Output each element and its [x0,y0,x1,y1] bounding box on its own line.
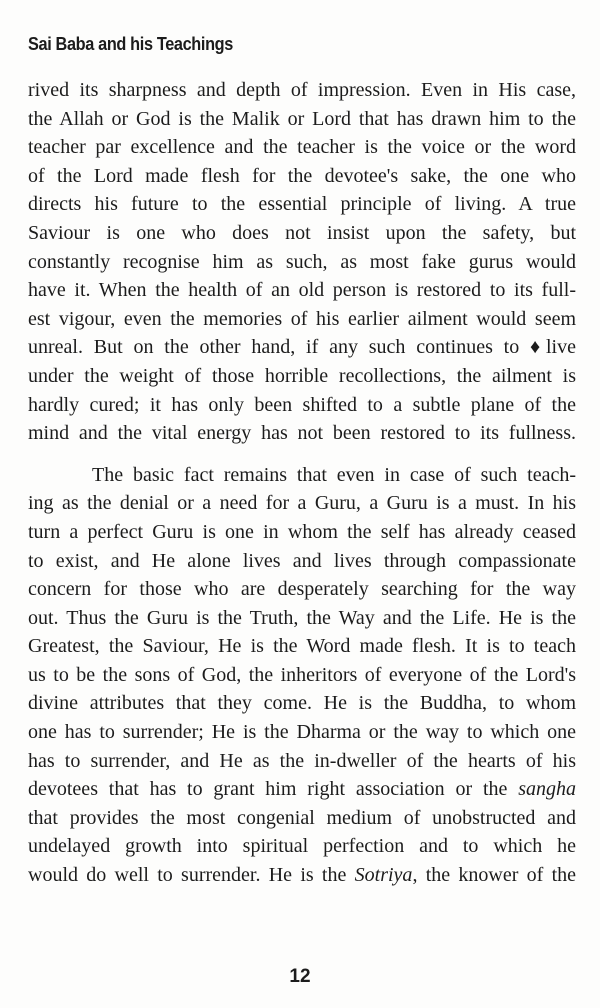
text-line: unreal. But on the other hand, if any such continues to ♦live [28,336,576,359]
text-line: divine attributes that they come. He is the Buddha, to whom [28,692,576,715]
text-line: that provides the most congenial medium of unobstructed and [28,806,576,829]
text-line: directs his future to the essential principle of living. A true [28,193,576,216]
running-head: Sai Baba and his Teachings [28,33,233,54]
text-line: has to surrender, and He as the in-dweller of the hearts of his [28,749,576,772]
italic-term-sotriya: Sotriya [354,864,413,887]
text-line: undelayed growth into spiritual perfection and to which he [28,835,576,858]
text-line: out. Thus the Guru is the Truth, the Way and the Life. He is the [28,606,576,629]
text-line: ing as the denial or a need for a Guru, a Guru is a must. In his [28,492,576,515]
text-line [28,861,576,890]
italic-term-sangha: sangha [518,778,576,801]
text-line: est vigour, even the memories of his earlier ailment would seem [28,307,576,330]
text-line: hardly cured; it has only been shifted to a subtle plane of the [28,393,576,416]
text-line: us to be the sons of God, the inheritors of everyone of the Lord's [28,663,576,686]
text-line: Saviour is one who does not insist upon the safety, but [28,221,576,244]
text-line: Greatest, the Saviour, He is the Word made flesh. It is to teach [28,635,576,658]
text-line: one has to surrender; He is the Dharma or the way to which one [28,721,576,744]
paragraph-1 [28,76,576,448]
text-line: under the weight of those horrible recollections, the ailment is [28,364,576,387]
text-line: turn a perfect Guru is one in whom the self has already ceased [28,520,576,543]
text-line-part: , the knower of the [412,864,577,887]
text-line-part: would do well to surrender. He is the [28,864,347,887]
paragraph-2 [28,461,576,890]
page-number: 12 [289,966,311,987]
body-text [28,76,576,890]
text-line: The basic fact remains that even in case of such teach- [92,463,576,486]
text-line: have it. When the health of an old person is restored to its full- [28,279,576,302]
text-line: to exist, and He alone lives and lives through compassionate [28,549,576,572]
text-line: constantly recognise him as such, as most fake gurus would [28,250,576,273]
text-line [28,775,576,804]
text-line: rived its sharpness and depth of impression. Even in His case, [28,79,576,101]
text-line-part: devotees that has to grant him right association or the [28,778,508,801]
text-line: concern for those who are desperately searching for the way [28,578,576,601]
text-line: mind and the vital energy has not been restored to its fullness. [28,422,576,445]
text-line: the Allah or God is the Malik or Lord that has drawn him to the [28,107,576,130]
text-line: teacher par excellence and the teacher is the voice or the word [28,136,576,159]
text-line: of the Lord made flesh for the devotee's sake, the one who [28,164,576,187]
